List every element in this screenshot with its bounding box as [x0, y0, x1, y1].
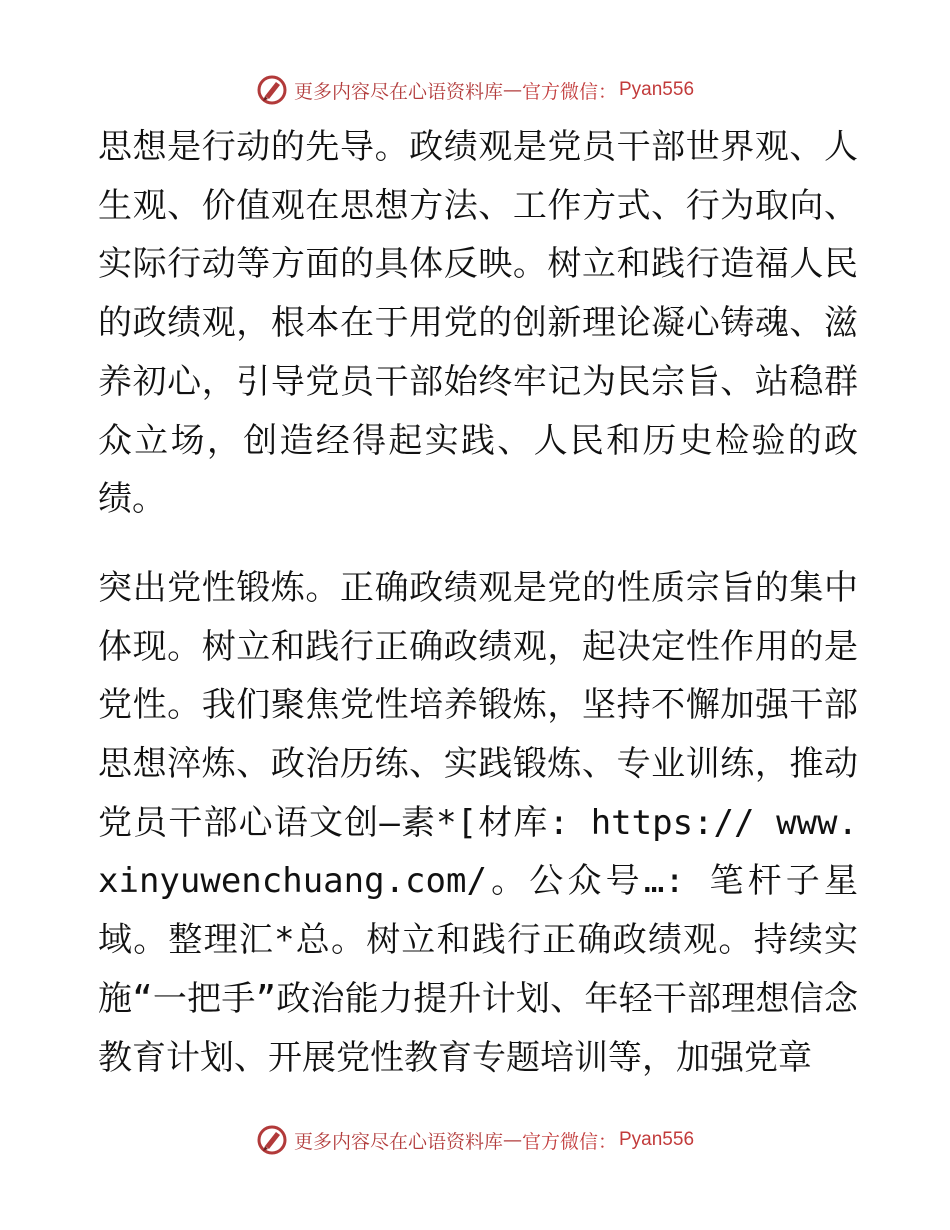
footer-wechat-handle: Pyan556 [619, 1129, 695, 1150]
footer-wechat-label: 官方微信： [521, 1130, 617, 1153]
paragraph-2: 突出党性锻炼。正确政绩观是党的性质宗旨的集中体现。树立和践行正确政绩观，起决定性作用的是党性。我们聚焦党性培养锻炼，坚持不懈加强干部思想淬炼、政治历练、实践锻炼、专业训练，推动党员干部心语文创—素*[材库: https:// www.xinyuwenchuang.com/。公众号…: 笔杆子星域。整理汇*总。树立和践行正确政绩观。持续实施“一把手”政治能力提升计划、年轻干部理想信念教育计划、开展党性教育专题培训等，加强党章 [98, 567, 858, 1078]
pen-logo-icon [256, 1124, 288, 1156]
header-wechat-label: 官方微信： [521, 80, 617, 103]
footer-banner-text: 更多内容尽在心语资料库 [293, 1130, 503, 1153]
paragraph-1: 思想是行动的先导。政绩观是党员干部世界观、人生观、价值观在思想方法、工作方式、行为取向、实际行动等方面的具体反映。树立和践行造福人民的政绩观，根本在于用党的创新理论凝心铸魂、滋养初心，引导党员干部始终牢记为民宗旨、站稳群众立场，创造经得起实践、人民和历史检验的政绩。 [98, 127, 858, 520]
footer-separator: — [502, 1129, 522, 1151]
document-body [98, 118, 858, 1087]
header-separator: — [502, 79, 522, 101]
footer-banner[interactable] [0, 1120, 950, 1160]
header-wechat-handle: Pyan556 [619, 79, 695, 100]
pen-logo-icon [256, 74, 288, 106]
header-banner-text: 更多内容尽在心语资料库 [293, 80, 503, 103]
header-banner[interactable] [0, 70, 950, 110]
